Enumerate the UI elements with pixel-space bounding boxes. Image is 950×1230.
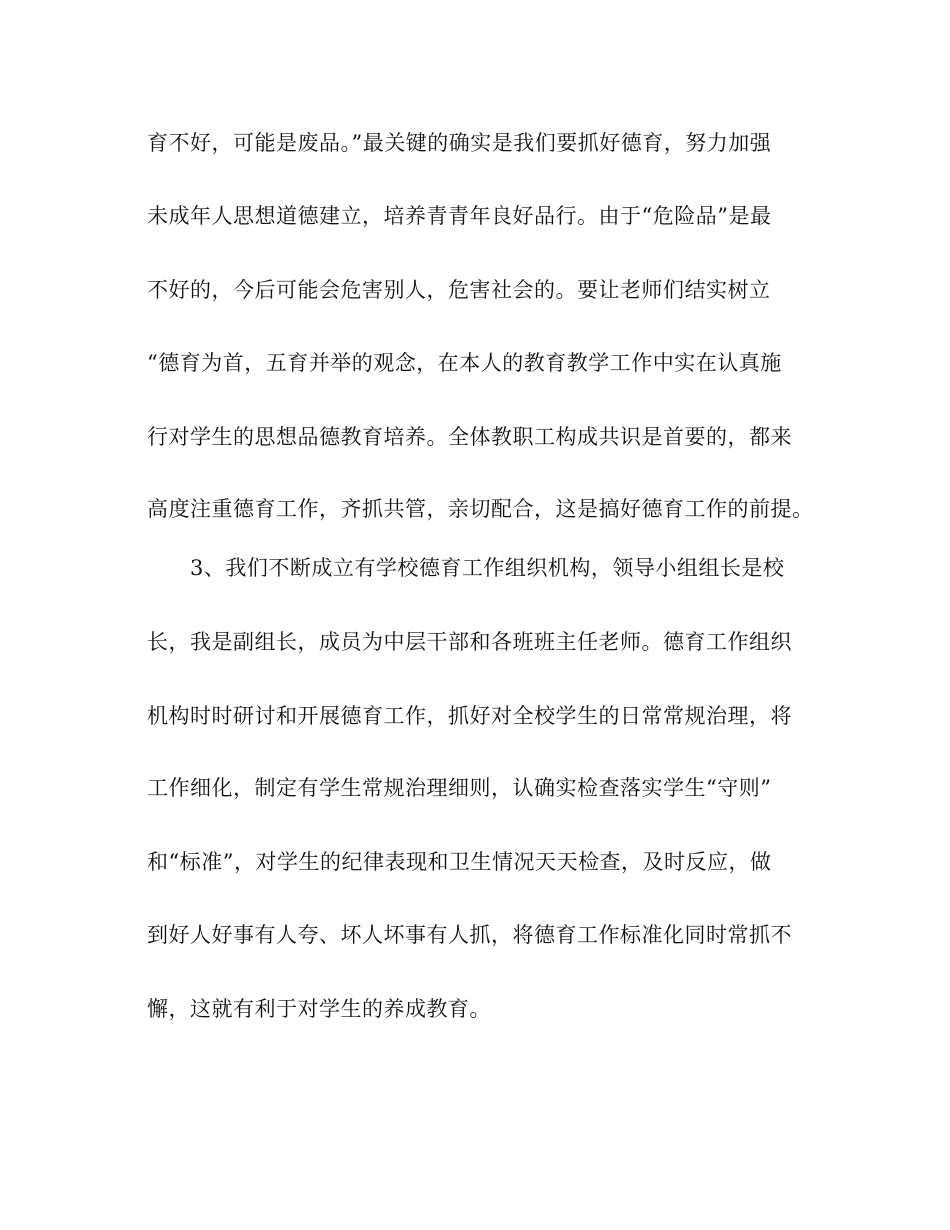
text-line: 不好的，今后可能会危害别人，危害社会的。要让老师们结实树立 [147,278,771,302]
text-line: 行对学生的思想品德教育培养。全体教职工构成共识是首要的，都来 [147,425,792,449]
text-line: 和“标准”，对学生的纪律表现和卫生情况天天检查，及时反应，做 [147,850,772,874]
text-line: 育不好，可能是废品。”最关键的确实是我们要抓好德育，努力加强 [147,131,772,155]
paragraph-first-line: 3、我们不断成立有学校德育工作组织机构，领导小组组长是校 [190,556,785,580]
text-line: 懈，这就有利于对学生的养成教育。 [147,997,491,1021]
text-line: 到好人好事有人夸、坏人坏事有人抓，将德育工作标准化同时常抓不 [147,923,792,947]
text-line: 长，我是副组长，成员为中层干部和各班班主任老师。德育工作组织 [147,630,792,654]
text-line: “德育为首，五育并举的观念，在本人的教育教学工作中实在认真施 [147,351,782,375]
text-line: 工作细化，制定有学生常规治理细则，认确实检查落实学生“守则” [147,776,772,800]
text-line: 机构时时研讨和开展德育工作，抓好对全校学生的日常常规治理，将 [147,704,792,728]
text-line: 高度注重德育工作，齐抓共管，亲切配合，这是搞好德育工作的前提。 [147,497,814,521]
text-line: 未成年人思想道德建立，培养青青年良好品行。由于“危险品”是最 [147,204,772,228]
